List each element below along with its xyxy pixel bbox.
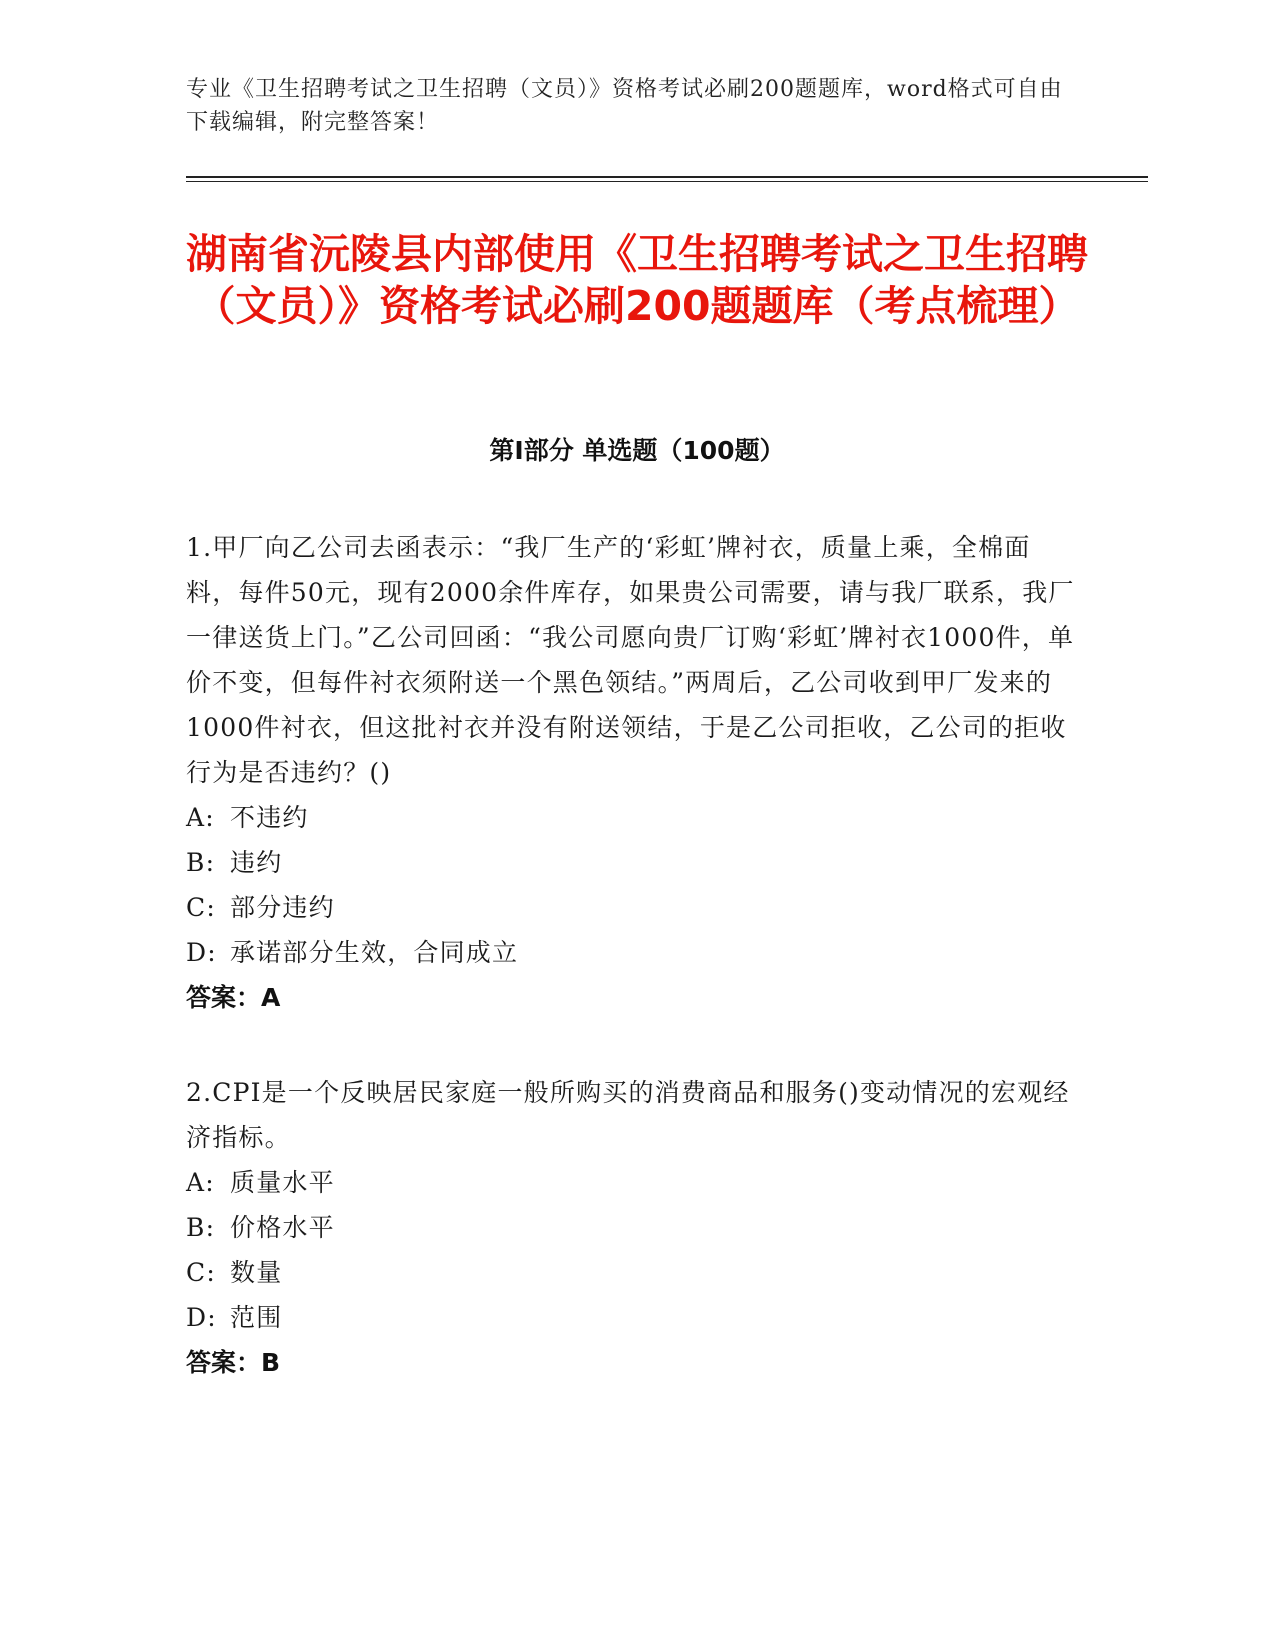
- document-title: 湖南省沅陵县内部使用《卫生招聘考试之卫生招聘（文员）》资格考试必刷200题题库（考点梳理）: [186, 230, 1088, 330]
- option-text: 违约: [230, 848, 283, 877]
- option-letter: D:: [186, 1303, 217, 1332]
- option-text: 数量: [230, 1258, 283, 1287]
- question-1: [186, 525, 1076, 1020]
- option-text: 承诺部分生效，合同成立: [230, 938, 519, 967]
- question-stem: 2.CPI是一个反映居民家庭一般所购买的消费商品和服务()变动情况的宏观经济指标。: [186, 1078, 1070, 1152]
- section-heading: 第Ⅰ部分 单选题（100题）: [489, 436, 785, 465]
- option-text: 价格水平: [230, 1213, 335, 1242]
- question-stem: 1.甲厂向乙公司去函表示：“我厂生产的‘彩虹’牌衬衣，质量上乘，全棉面料，每件50元，现有2000余件库存，如果贵公司需要，请与我厂联系，我厂一律送货上门。”乙公司回函：“我公司愿向贵厂订购‘彩虹’牌衬衣1000件，单价不变，但每件衬衣须附送一个黑色领结。”两周后，乙公司收到甲厂发来的1000件衬衣，但这批衬衣并没有附送领结，于是乙公司拒收，乙公司的拒收行为是否违约？(): [186, 533, 1075, 787]
- option-letter: A:: [186, 1168, 215, 1197]
- option-text: 不违约: [230, 803, 309, 832]
- option-a: [186, 795, 1076, 840]
- answer: 答案：B: [186, 1348, 281, 1377]
- option-letter: B:: [186, 1213, 216, 1242]
- option-letter: B:: [186, 848, 216, 877]
- option-text: 范围: [230, 1303, 283, 1332]
- option-letter: D:: [186, 938, 217, 967]
- option-letter: C:: [186, 893, 216, 922]
- option-d: [186, 930, 1076, 975]
- option-b: [186, 1205, 1076, 1250]
- question-2: [186, 1070, 1076, 1385]
- header-rule-thick: [186, 176, 1148, 178]
- option-text: 质量水平: [230, 1168, 335, 1197]
- option-a: [186, 1160, 1076, 1205]
- option-d: [186, 1295, 1076, 1340]
- header-note: 专业《卫生招聘考试之卫生招聘（文员）》资格考试必刷200题题库，word格式可自由下载编辑，附完整答案！: [186, 77, 1063, 135]
- option-letter: A:: [186, 803, 215, 832]
- option-c: [186, 1250, 1076, 1295]
- option-letter: C:: [186, 1258, 216, 1287]
- header-rule-thin: [186, 181, 1148, 182]
- option-b: [186, 840, 1076, 885]
- option-text: 部分违约: [230, 893, 335, 922]
- answer: 答案：A: [186, 983, 281, 1012]
- option-c: [186, 885, 1076, 930]
